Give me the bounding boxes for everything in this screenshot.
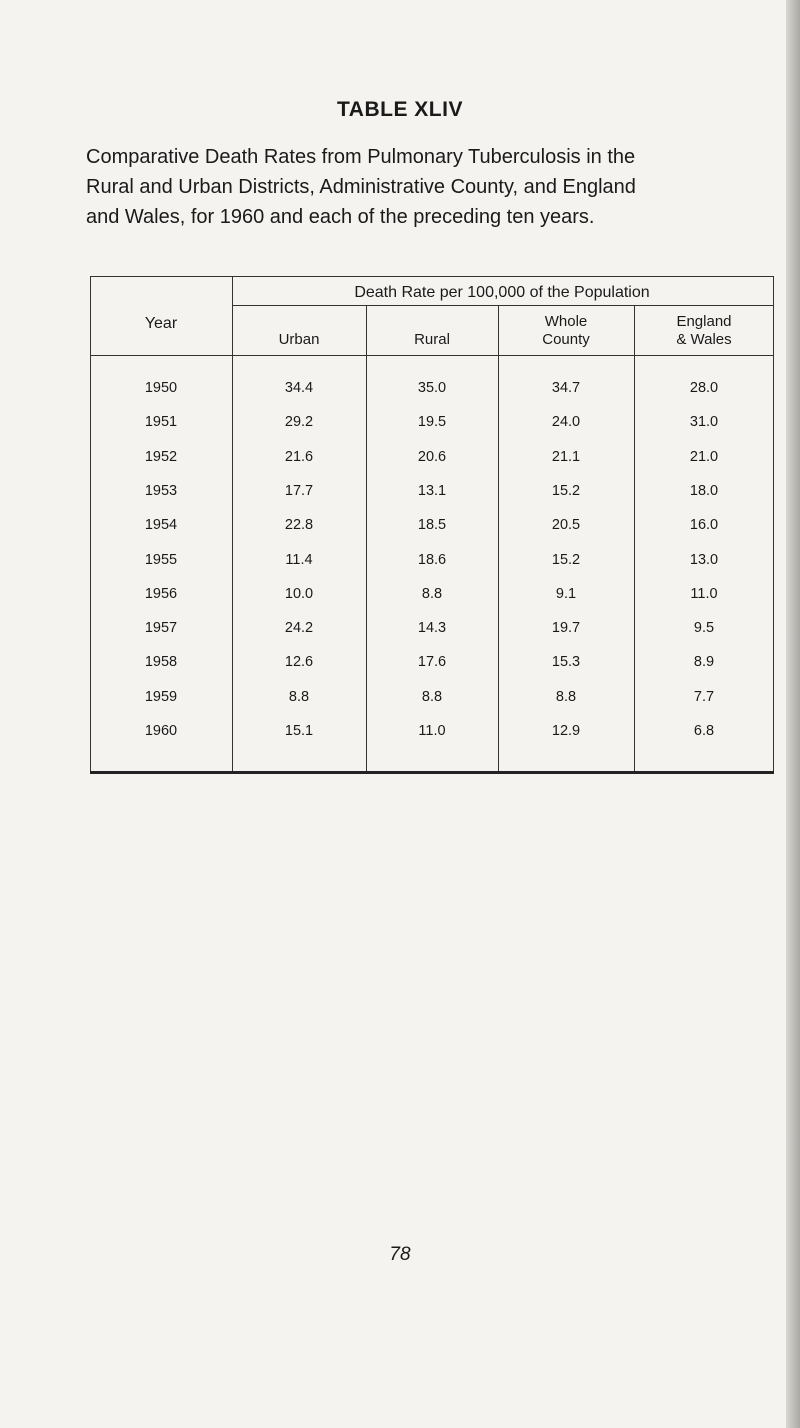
cell-year: 1957: [144, 620, 178, 637]
cell-rural: 19.5: [417, 414, 447, 431]
col-header-whole-county: Whole County: [542, 313, 590, 348]
cell-urban: 12.6: [284, 654, 314, 671]
table-row: [90, 474, 774, 508]
cell-rural: 8.8: [421, 688, 443, 705]
cell-urban: 11.4: [285, 551, 313, 568]
cell-rural: 20.6: [417, 448, 447, 465]
cell-urban: 10.0: [284, 585, 314, 602]
cell-urban: 22.8: [284, 517, 314, 534]
table-row: [90, 680, 774, 714]
cell-urban: 21.6: [284, 448, 314, 465]
table-row: [90, 611, 774, 645]
table-row: [90, 645, 774, 679]
cell-county: 15.3: [551, 654, 581, 671]
cell-county: 21.1: [551, 448, 581, 465]
cell-year: 1956: [144, 585, 178, 602]
table-row: [90, 543, 774, 577]
cell-county: 15.2: [551, 482, 581, 499]
cell-england: 11.0: [690, 585, 718, 602]
cell-rural: 18.5: [417, 517, 447, 534]
group-header: Death Rate per 100,000 of the Population: [354, 284, 650, 301]
table-row: [90, 371, 774, 405]
cell-england: 31.0: [689, 414, 719, 431]
cell-year: 1954: [144, 517, 178, 534]
cell-urban: 15.1: [284, 723, 314, 739]
cell-urban: 8.8: [288, 688, 310, 705]
table-caption: [86, 142, 776, 232]
cell-england: 28.0: [689, 380, 719, 396]
table-rule: [90, 355, 774, 356]
cell-urban: 24.2: [284, 620, 314, 637]
cell-england: 16.0: [689, 517, 719, 534]
table-row: [90, 577, 774, 611]
year-header: Year: [144, 315, 178, 332]
cell-england: 9.5: [693, 620, 715, 637]
cell-year: 1955: [144, 551, 178, 568]
cell-county: 15.2: [551, 551, 581, 568]
cell-county: 8.8: [555, 688, 577, 705]
table-row: [90, 405, 774, 439]
cell-year: 1951: [144, 414, 178, 431]
cell-year: 1959: [144, 688, 178, 705]
cell-rural: 13.1: [417, 482, 447, 499]
cell-urban: 29.2: [284, 414, 314, 431]
caption-line: Comparative Death Rates from Pulmonary Tuberculosis in the: [86, 146, 636, 168]
cell-county: 34.7: [551, 380, 581, 396]
table-row: [90, 508, 774, 542]
cell-county: 19.7: [551, 620, 581, 637]
col-header-rural: Rural: [414, 331, 450, 348]
cell-county: 24.0: [551, 414, 581, 431]
cell-urban: 17.7: [284, 482, 314, 499]
col-header-urban: Urban: [278, 331, 320, 348]
cell-county: 9.1: [555, 585, 577, 602]
death-rate-table: [90, 276, 774, 774]
cell-england: 21.0: [689, 448, 719, 465]
cell-england: 6.8: [693, 723, 715, 739]
cell-year: 1950: [144, 380, 178, 396]
table-row: [90, 714, 774, 748]
cell-rural: 8.8: [421, 585, 443, 602]
cell-county: 12.9: [551, 723, 581, 739]
cell-urban: 34.4: [284, 380, 314, 396]
cell-rural: 17.6: [417, 654, 447, 671]
cell-county: 20.5: [551, 517, 581, 534]
cell-rural: 35.0: [417, 380, 447, 396]
table-title: TABLE XLIV: [337, 98, 463, 121]
cell-england: 7.7: [693, 688, 715, 705]
cell-england: 18.0: [689, 482, 719, 499]
cell-year: 1953: [144, 482, 178, 499]
cell-year: 1952: [144, 448, 178, 465]
cell-rural: 14.3: [417, 620, 447, 637]
cell-rural: 11.0: [418, 723, 446, 739]
cell-england: 13.0: [689, 551, 719, 568]
table-row: [90, 440, 774, 474]
page-edge-shadow: [786, 0, 800, 1428]
cell-year: 1960: [144, 723, 178, 739]
caption-line: Rural and Urban Districts, Administrative County, and England: [86, 176, 636, 198]
cell-rural: 18.6: [417, 551, 447, 568]
cell-england: 8.9: [693, 654, 715, 671]
cell-year: 1958: [144, 654, 178, 671]
col-header-england-wales: England & Wales: [676, 313, 732, 348]
page-number: 78: [389, 1244, 411, 1265]
caption-line: and Wales, for 1960 and each of the preceding ten years.: [86, 206, 595, 228]
